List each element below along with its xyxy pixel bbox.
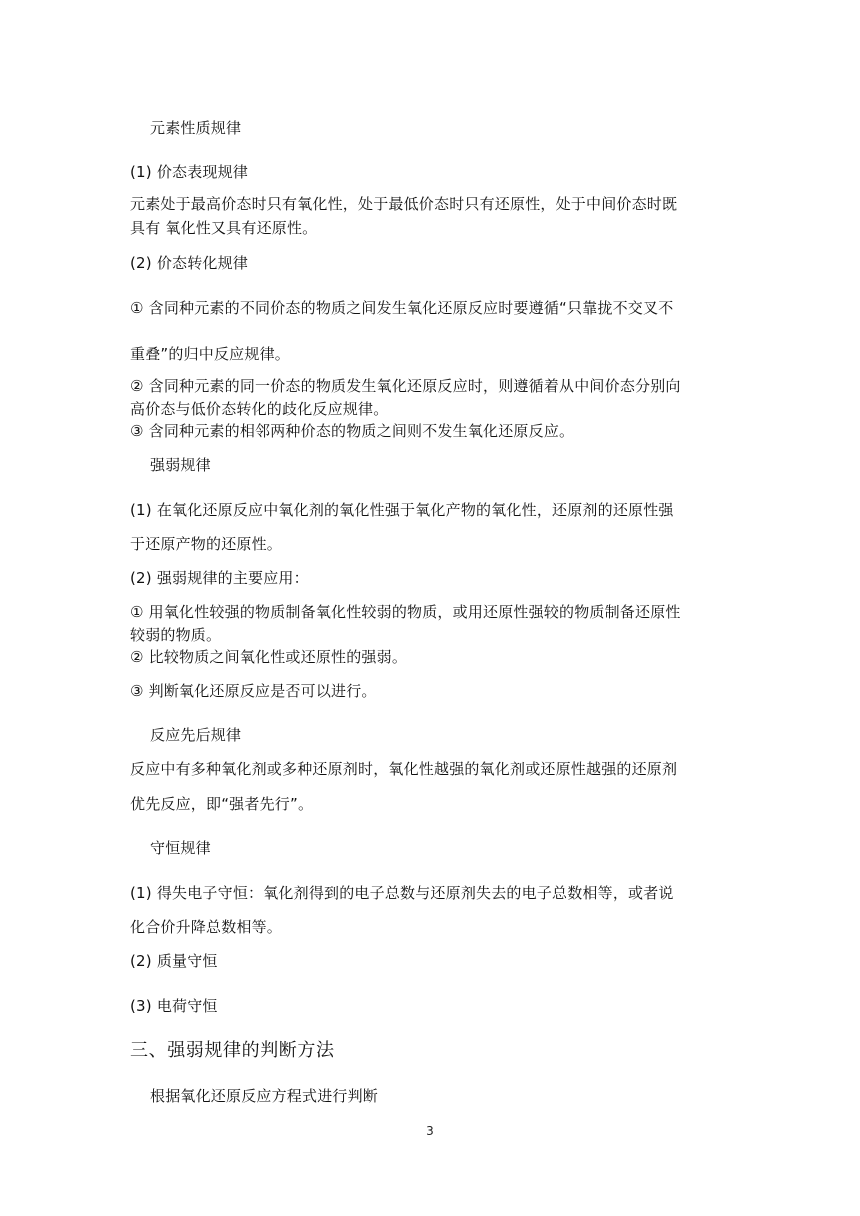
strength-rule-1-line-1: (1) 在氧化还原反应中氧化剂的氧化性强于氧化产物的氧化性，还原剂的还原性强 <box>130 501 674 519</box>
strength-application-2: ② 比较物质之间氧化性或还原性的强弱。 <box>130 648 408 666</box>
strength-application-3: ③ 判断氧化还原反应是否可以进行。 <box>130 682 377 700</box>
valence-conversion-title: (2) 价态转化规律 <box>130 254 249 272</box>
reaction-order-text-line-2: 优先反应，即“强者先行”。 <box>130 795 314 813</box>
heading-reaction-order: 反应先后规律 <box>150 726 242 744</box>
conservation-mass: (2) 质量守恒 <box>130 952 218 970</box>
strength-application-1-line-2: 较弱的物质。 <box>130 626 222 644</box>
valence-expression-text-line-2: 具有 氧化性又具有还原性。 <box>130 219 318 237</box>
valence-conversion-item-1-line-2: 重叠”的归中反应规律。 <box>130 345 290 363</box>
reaction-order-text-line-1: 反应中有多种氧化剂或多种还原剂时，氧化性越强的氧化剂或还原性越强的还原剂 <box>130 760 678 778</box>
conservation-charge: (3) 电荷守恒 <box>130 997 218 1015</box>
method-heading: 根据氧化还原反应方程式进行判断 <box>150 1087 379 1105</box>
valence-conversion-item-2-line-1: ② 含同种元素的同一价态的物质发生氧化还原反应时，则遵循着从中间价态分别向 <box>130 377 681 395</box>
section-three-title: 三、强弱规律的判断方法 <box>130 1040 335 1061</box>
valence-conversion-item-2-line-2: 高价态与低价态转化的歧化反应规律。 <box>130 400 389 418</box>
valence-conversion-item-1-line-1: ① 含同种元素的不同价态的物质之间发生氧化还原反应时要遵循“只靠拢不交叉不 <box>130 299 674 317</box>
conservation-electron-line-2: 化合价升降总数相等。 <box>130 918 283 936</box>
heading-element-rules: 元素性质规律 <box>150 119 242 137</box>
conservation-electron-line-1: (1) 得失电子守恒：氧化剂得到的电子总数与还原剂失去的电子总数相等，或者说 <box>130 884 674 902</box>
strength-applications-title: (2) 强弱规律的主要应用： <box>130 569 309 587</box>
strength-rule-1-line-2: 于还原产物的还原性。 <box>130 535 283 553</box>
page-number: 3 <box>426 1124 434 1138</box>
valence-expression-title: (1) 价态表现规律 <box>130 163 249 181</box>
valence-expression-text-line-1: 元素处于最高价态时只有氧化性，处于最低价态时只有还原性，处于中间价态时既 <box>130 195 678 213</box>
heading-strength-rules: 强弱规律 <box>150 456 211 474</box>
strength-application-1-line-1: ① 用氧化性较强的物质制备氧化性较弱的物质，或用还原性强较的物质制备还原性 <box>130 603 681 621</box>
heading-conservation: 守恒规律 <box>150 839 211 857</box>
valence-conversion-item-3: ③ 含同种元素的相邻两种价态的物质之间则不发生氧化还原反应。 <box>130 422 575 440</box>
